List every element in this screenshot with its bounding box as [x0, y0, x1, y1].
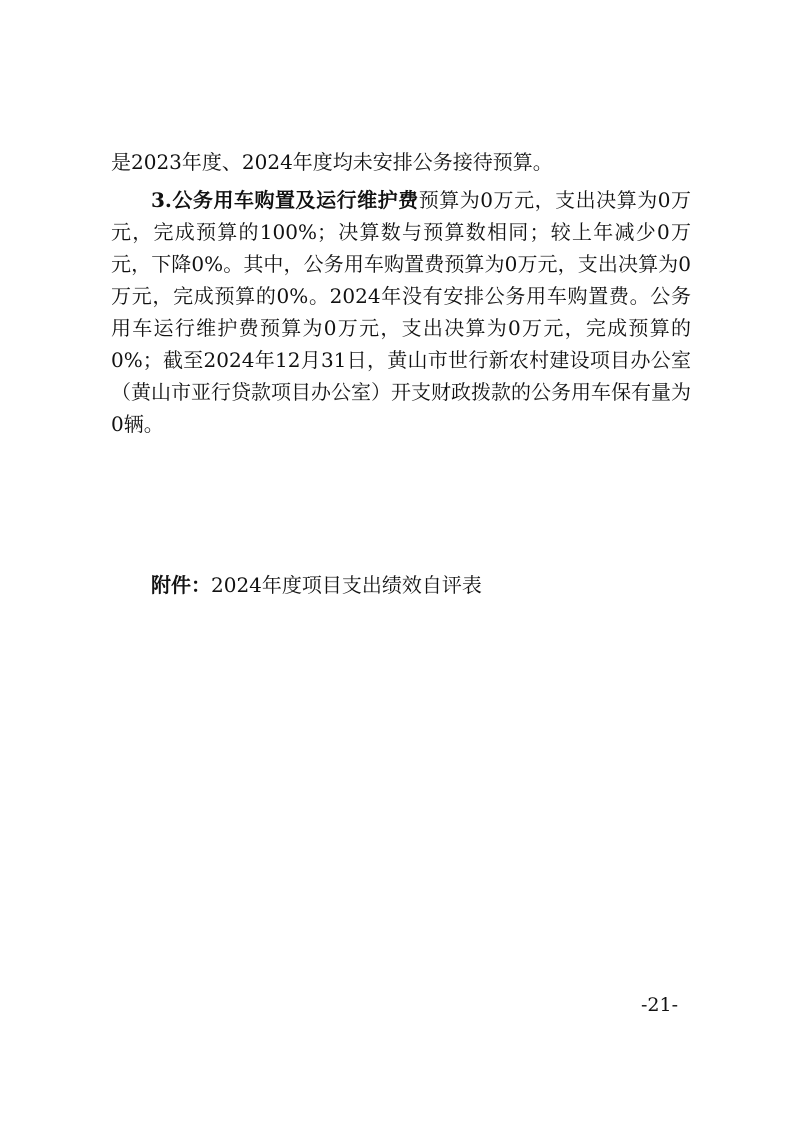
- paragraph-text: 是2023年度、2024年度均未安排公务接待预算。: [111, 150, 553, 174]
- page-number: -21-: [641, 994, 679, 1016]
- paragraph-vehicle-costs: [111, 184, 691, 440]
- attachment-title: 2024年度项目支出绩效自评表: [211, 573, 482, 597]
- section-heading: 3.公务用车购置及运行维护费: [151, 188, 419, 212]
- attachment-label: 附件：: [151, 573, 211, 597]
- paragraph-reception-budget: [111, 146, 691, 178]
- attachment-line: [151, 569, 482, 601]
- paragraph-text: 预算为0万元，支出决算为0万元，完成预算的100%；决算数与预算数相同；较上年减少0万元，下降0%。其中，公务用车购置费预算为0万元，支出决算为0万元，完成预算的0%。2024年没有安排公务用车购置费。公务用车运行维护费预算为0万元，支出决算为0万元，完成预算的0%；截至2024年12月31日，黄山市世行新农村建设项目办公室（黄山市亚行贷款项目办公室）开支财政拨款的公务用车保有量为0辆。: [111, 188, 691, 436]
